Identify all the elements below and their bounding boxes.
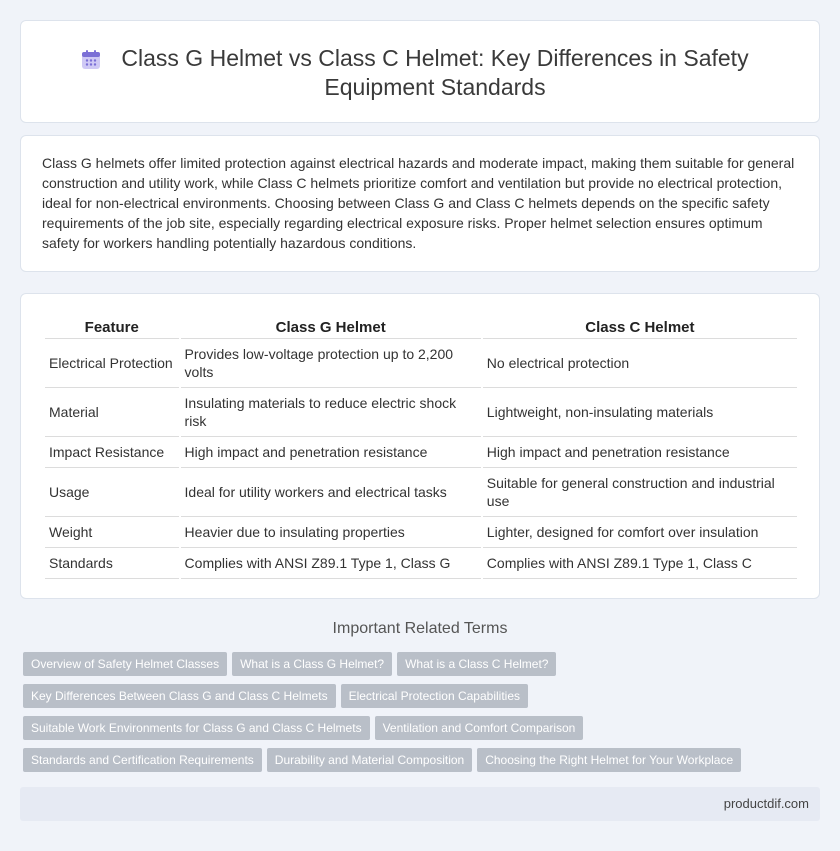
- feature-cell: Material: [45, 388, 179, 437]
- class-c-cell: Complies with ANSI Z89.1 Type 1, Class C: [483, 548, 797, 579]
- related-term-link[interactable]: Ventilation and Comfort Comparison: [375, 716, 584, 740]
- header-class-c: Class C Helmet: [483, 314, 797, 339]
- class-c-cell: Suitable for general construction and industrial use: [483, 468, 797, 517]
- comparison-table: [43, 314, 799, 579]
- tag-row: [23, 748, 823, 780]
- related-term-link[interactable]: Suitable Work Environments for Class G and Class C Helmets: [23, 716, 370, 740]
- table-row: [45, 548, 797, 579]
- table-row: [45, 468, 797, 517]
- comparison-card: [20, 293, 820, 599]
- table-header-row: [45, 314, 797, 339]
- tag-row: [23, 716, 823, 748]
- class-c-cell: No electrical protection: [483, 339, 797, 388]
- title-card: [20, 20, 820, 123]
- footer: [20, 787, 820, 821]
- class-g-cell: Heavier due to insulating properties: [181, 517, 481, 548]
- table-row: [45, 517, 797, 548]
- feature-cell: Usage: [45, 468, 179, 517]
- related-term-link[interactable]: Electrical Protection Capabilities: [341, 684, 528, 708]
- related-term-link[interactable]: Durability and Material Composition: [267, 748, 472, 772]
- tag-row: [23, 684, 823, 716]
- class-g-cell: Provides low-voltage protection up to 2,200 volts: [181, 339, 481, 388]
- class-c-cell: Lighter, designed for comfort over insulation: [483, 517, 797, 548]
- feature-cell: Weight: [45, 517, 179, 548]
- table-row: [45, 388, 797, 437]
- feature-cell: Electrical Protection: [45, 339, 179, 388]
- intro-paragraph: Class G helmets offer limited protection against electrical hazards and moderate impact, making them suitable for general construction and utility work, while Class C helmets prioritize comfort and ventilation but provide no electrical protection, ideal for non-electrical environments. Choosing between Class G and Class C helmets depends on the specific safety requirements of the job site, especially regarding electrical exposure risks. Proper helmet selection ensures optimum safety for workers handling potentially hazardous conditions.: [42, 155, 795, 251]
- header-feature: Feature: [45, 314, 179, 339]
- site-link[interactable]: productdif.com: [723, 796, 809, 811]
- page-title: Class G Helmet vs Class C Helmet: Key Differences in Safety Equipment Standards: [121, 45, 749, 100]
- class-c-cell: High impact and penetration resistance: [483, 437, 797, 468]
- related-terms-list: [23, 652, 823, 780]
- related-term-link[interactable]: Standards and Certification Requirements: [23, 748, 262, 772]
- table-row: [45, 437, 797, 468]
- header-class-g: Class G Helmet: [181, 314, 481, 339]
- related-terms-heading: Important Related Terms: [332, 620, 508, 637]
- related-term-link[interactable]: Choosing the Right Helmet for Your Workplace: [477, 748, 741, 772]
- feature-cell: Standards: [45, 548, 179, 579]
- related-term-link[interactable]: Overview of Safety Helmet Classes: [23, 652, 227, 676]
- class-c-cell: Lightweight, non-insulating materials: [483, 388, 797, 437]
- table-row: [45, 339, 797, 388]
- related-term-link[interactable]: Key Differences Between Class G and Class C Helmets: [23, 684, 336, 708]
- class-g-cell: High impact and penetration resistance: [181, 437, 481, 468]
- feature-cell: Impact Resistance: [45, 437, 179, 468]
- tag-row: [23, 652, 823, 684]
- class-g-cell: Ideal for utility workers and electrical tasks: [181, 468, 481, 517]
- related-term-link[interactable]: What is a Class C Helmet?: [397, 652, 556, 676]
- class-g-cell: Insulating materials to reduce electric shock risk: [181, 388, 481, 437]
- intro-card: [20, 135, 820, 272]
- class-g-cell: Complies with ANSI Z89.1 Type 1, Class G: [181, 548, 481, 579]
- related-term-link[interactable]: What is a Class G Helmet?: [232, 652, 392, 676]
